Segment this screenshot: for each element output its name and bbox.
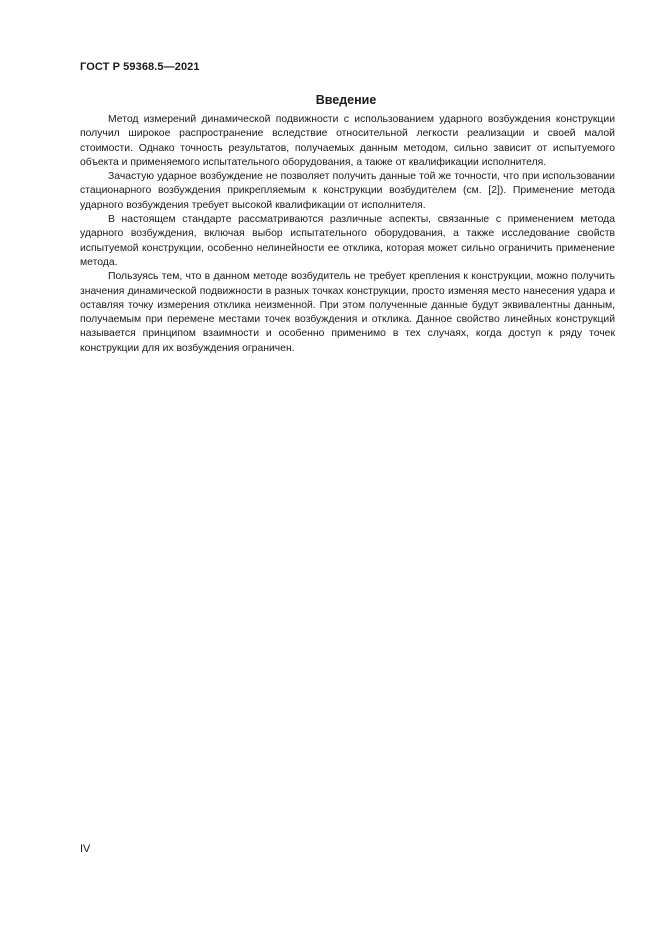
paragraph: Метод измерений динамической подвижности с использованием ударного возбуждения конструкции получил широкое распространение вследствие относительной легкости реализации и своей малой стоимости. Однако точность результатов, получаемых данным методом, сильно зависит от испытуемого объекта и применяемого испытательного оборудования, а также от квалификации исполнителя.: [80, 114, 615, 168]
document-body: [80, 113, 615, 356]
document-header: ГОСТ Р 59368.5—2021: [80, 61, 200, 73]
paragraph: В настоящем стандарте рассматриваются различные аспекты, связанные с применением метода ударного возбуждения, включая выбор испытательного оборудования, а также исследование свойств испытуемой конструкции, особенно нелинейности ее отклика, которая может сильно ограничить применение метода.: [80, 214, 615, 268]
page-number: IV: [80, 843, 91, 855]
section-title: Введение: [315, 93, 377, 107]
paragraph: Зачастую ударное возбуждение не позволяет получить данные той же точности, что при использовании стационарного возбуждения прикрепляемым к конструкции возбудителем (см. [2]). Применение метода ударного возбуждения требует высокой квалификации от исполнителя.: [80, 171, 615, 211]
paragraph: Пользуясь тем, что в данном методе возбудитель не требует крепления к конструкции, можно получить значения динамической подвижности в разных точках конструкции, просто изменяя место нанесения удара и оставляя точку измерения отклика неизменной. При этом полученные данные будут эквивалентны данным, получаемым при перемене местами точек возбуждения и отклика. Данное свойство линейных конструкций называется принципом взаимности и особенно применимо в тех случаях, когда доступ к ряду точек конструкции для их возбуждения ограничен.: [80, 271, 615, 354]
